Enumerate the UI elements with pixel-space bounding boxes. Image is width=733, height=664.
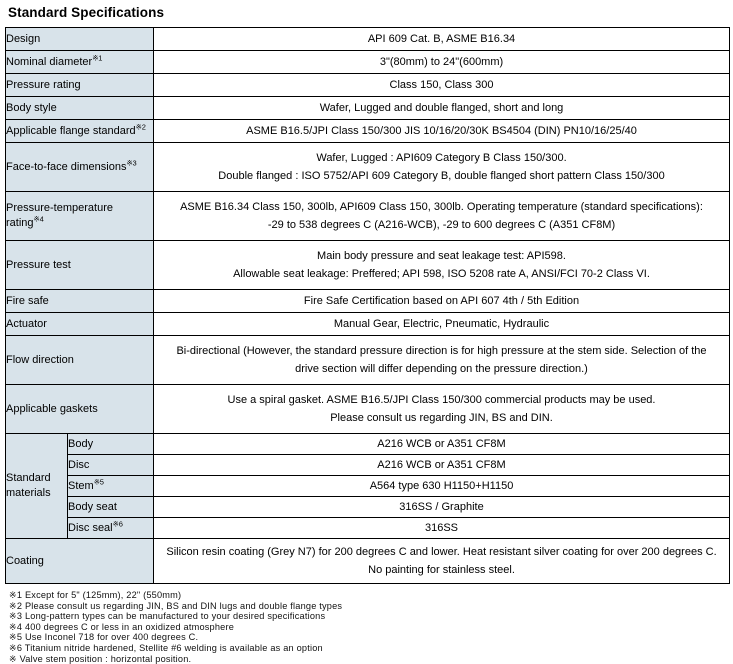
table-row xyxy=(6,143,730,192)
table-row xyxy=(6,74,730,97)
row-sublabel: Body seat xyxy=(68,497,154,518)
table-row xyxy=(6,518,730,539)
footnote-marker: ※1 xyxy=(92,52,103,62)
row-value-line: 316SS xyxy=(424,521,459,534)
row-value xyxy=(154,290,730,313)
row-label: Body style xyxy=(6,97,154,120)
row-label: Coating xyxy=(6,539,154,584)
table-row xyxy=(6,290,730,313)
footnote-item: ※6 Titanium nitride hardened, Stellite #6 welding is available as an option xyxy=(9,642,323,653)
row-value-line: Please consult us regarding JIN, BS and DIN. xyxy=(330,411,553,424)
table-row xyxy=(6,476,730,497)
row-value-line: Bi-directional (However, the standard pressure direction is for high pressure at the stem side. Selection of the xyxy=(176,344,707,357)
table-row xyxy=(6,313,730,336)
row-value xyxy=(154,455,730,476)
table-body xyxy=(6,28,730,584)
footnote-item: ※4 400 degrees C or less in an oxidized atmosphere xyxy=(9,621,235,632)
row-value xyxy=(154,51,730,74)
row-value-line: A564 type 630 H1150+H1150 xyxy=(369,479,514,492)
table-row xyxy=(6,192,730,241)
row-label: Applicable flange standard$^{※2}$ xyxy=(6,120,154,143)
table-row xyxy=(6,455,730,476)
row-value-line: Class 150, Class 300 xyxy=(389,78,494,91)
row-value xyxy=(154,97,730,120)
row-value-line: Main body pressure and seat leakage test: API598. xyxy=(317,249,566,262)
row-value-line: No painting for stainless steel. xyxy=(368,563,515,576)
standard-specifications-table xyxy=(5,27,730,584)
footnote-item: ※1 Except for 5" (125mm), 22" (550mm) xyxy=(9,590,182,600)
row-value xyxy=(154,336,730,385)
row-value-line: Silicon resin coating (Grey N7) for 200 degrees C and lower. Heat resistant silver coating for over 200 degrees C. xyxy=(166,545,717,558)
row-value-line: ASME B16.34 Class 150, 300lb, API609 Class 150, 300lb. Operating temperature (standard specifications): xyxy=(180,200,703,213)
row-value xyxy=(154,28,730,51)
row-sublabel: Disc xyxy=(68,455,154,476)
table-row xyxy=(6,120,730,143)
row-sublabel: Stem$^{※5}$ xyxy=(68,476,154,497)
row-value xyxy=(154,518,730,539)
footnote-marker: ※6 xyxy=(112,518,123,528)
row-label: Flow direction xyxy=(6,336,154,385)
table-row xyxy=(6,97,730,120)
row-value-line: Fire Safe Certification based on API 607 4th / 5th Edition xyxy=(303,294,580,307)
row-value xyxy=(154,192,730,241)
row-value-line: A216 WCB or A351 CF8M xyxy=(377,437,506,450)
table-row xyxy=(6,385,730,434)
table-row xyxy=(6,539,730,584)
footnote-marker: ※3 xyxy=(126,157,137,167)
row-value xyxy=(154,143,730,192)
row-value xyxy=(154,313,730,336)
row-label: Nominal diameter$^{※1}$ xyxy=(6,51,154,74)
page-title: Standard Specifications xyxy=(8,5,165,20)
spec-sheet-page xyxy=(0,5,733,664)
row-value xyxy=(154,120,730,143)
row-value xyxy=(154,497,730,518)
table-row xyxy=(6,241,730,290)
row-value-line: Allowable seat leakage: Preffered; API 598, ISO 5208 rate A, ANSI/FCI 70-2 Class VI. xyxy=(233,267,650,280)
row-value xyxy=(154,241,730,290)
row-value-line: Wafer, Lugged : API609 Category B Class 150/300. xyxy=(316,151,567,164)
table-row xyxy=(6,336,730,385)
row-value-line: API 609 Cat. B, ASME B16.34 xyxy=(367,32,516,45)
row-label-line: materials xyxy=(6,487,51,499)
footnote-marker: ※4 xyxy=(33,214,44,224)
footnote-marker: ※5 xyxy=(93,476,104,486)
row-value xyxy=(154,434,730,455)
row-label: Face-to-face dimensions$^{※3}$ xyxy=(6,143,154,192)
row-value-line: Manual Gear, Electric, Pneumatic, Hydraulic xyxy=(333,317,550,330)
footnote-item: ※3 Long-pattern types can be manufactured to your desired specifications xyxy=(9,611,326,622)
row-sublabel: Body xyxy=(68,434,154,455)
row-value-line: -29 to 538 degrees C (A216-WCB), -29 to 600 degrees C (A351 CF8M) xyxy=(267,218,616,231)
footnote-marker: ※2 xyxy=(135,121,146,131)
row-value-line: A216 WCB or A351 CF8M xyxy=(377,458,506,471)
row-label-line: Standard xyxy=(6,472,51,484)
row-value-line: 3"(80mm) to 24"(600mm) xyxy=(379,55,504,68)
row-label: Actuator xyxy=(6,313,154,336)
footnotes-list xyxy=(9,590,729,664)
footnote-item: ※5 Use Inconel 718 for over 400 degrees C. xyxy=(9,632,199,643)
row-label: Fire safe xyxy=(6,290,154,313)
row-value xyxy=(154,74,730,97)
row-value-line: ASME B16.5/JPI Class 150/300 JIS 10/16/20/30K BS4504 (DIN) PN10/16/25/40 xyxy=(246,124,637,137)
row-value xyxy=(154,539,730,584)
row-value xyxy=(154,385,730,434)
row-label: Pressure rating xyxy=(6,74,154,97)
footnote-item: ※2 Please consult us regarding JIN, BS and DIN lugs and double flange types xyxy=(9,600,343,611)
table-row xyxy=(6,51,730,74)
row-label: Applicable gaskets xyxy=(6,385,154,434)
row-label: Pressure-temperature rating$^{※4}$ xyxy=(6,192,154,241)
row-value xyxy=(154,476,730,497)
row-label: Pressure test xyxy=(6,241,154,290)
table-row xyxy=(6,28,730,51)
table-row xyxy=(6,434,730,455)
row-label: Design xyxy=(6,28,154,51)
row-value-line: drive section will differ depending on the pressure direction.) xyxy=(295,362,588,375)
row-value-line: Use a spiral gasket. ASME B16.5/JPI Class 150/300 commercial products may be used. xyxy=(227,393,656,406)
row-label xyxy=(6,434,68,539)
row-sublabel: Disc seal$^{※6}$ xyxy=(68,518,154,539)
row-value-line: Double flanged : ISO 5752/API 609 Category B, double flanged short pattern Class 150/300 xyxy=(218,169,665,182)
row-value-line: 316SS / Graphite xyxy=(399,500,484,513)
table-row xyxy=(6,497,730,518)
footnote-item: ※ Valve stem position : horizontal position. xyxy=(9,653,192,664)
row-value-line: Wafer, Lugged and double flanged, short and long xyxy=(319,101,564,114)
